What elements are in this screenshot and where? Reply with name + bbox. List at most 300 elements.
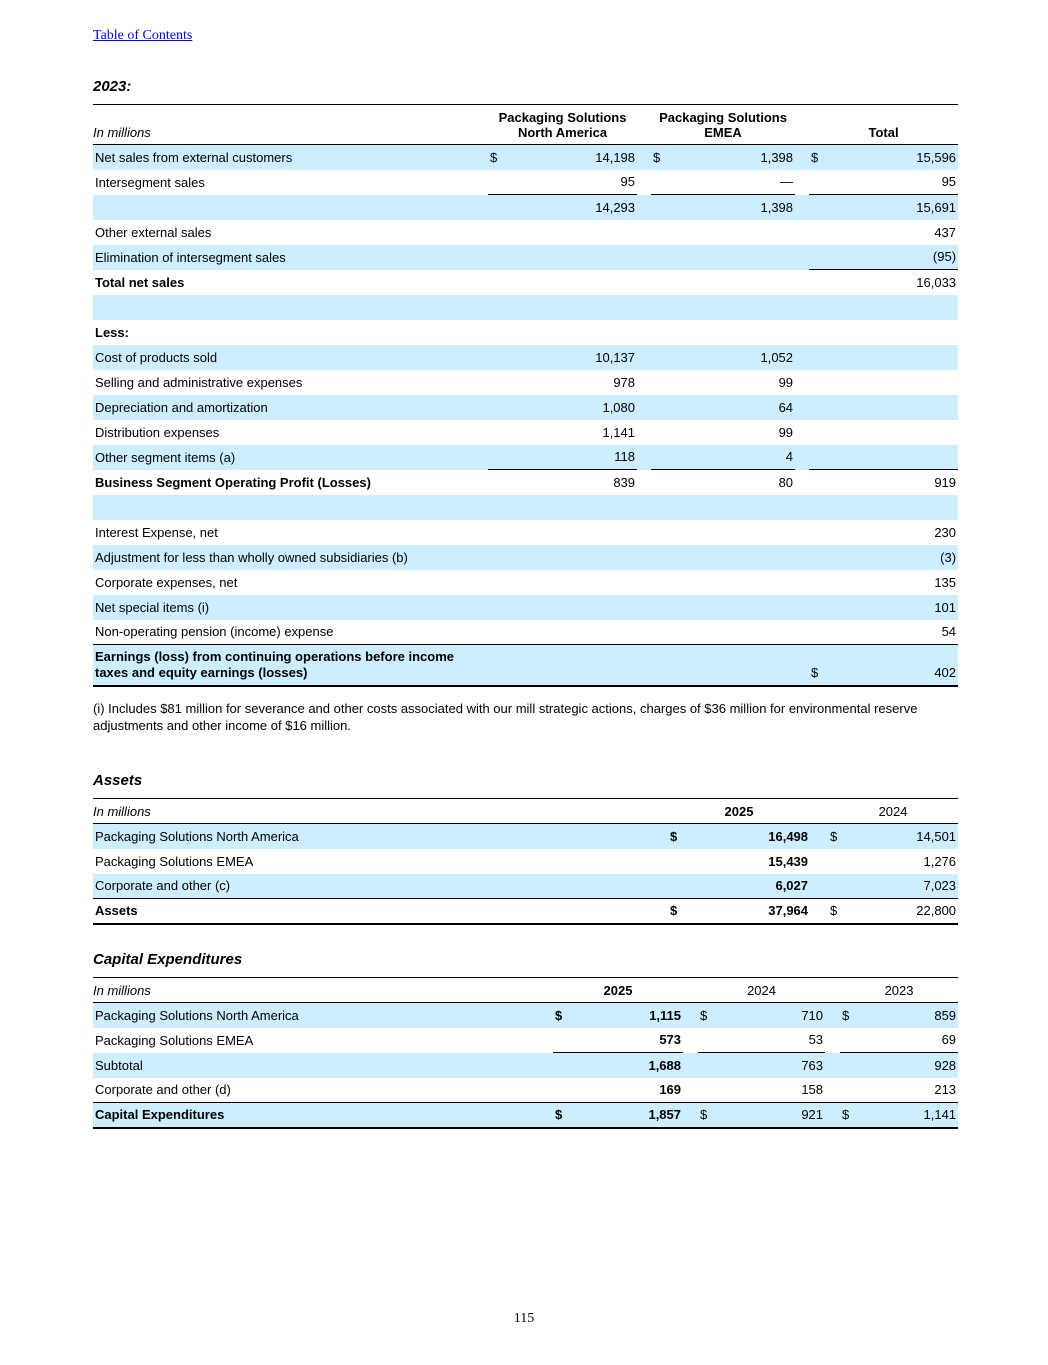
dollar-sign: $ — [809, 645, 831, 687]
value-na: 118 — [510, 445, 637, 470]
spacer — [795, 345, 809, 370]
dollar-sign — [809, 395, 831, 420]
assets-heading: Assets — [93, 772, 143, 789]
column-header-line: Total — [868, 125, 899, 140]
dollar-sign — [651, 295, 673, 320]
column-header-line: EMEA — [704, 125, 742, 140]
table-row — [93, 295, 958, 320]
spacer — [683, 1003, 698, 1028]
value-2023: 928 — [934, 1057, 957, 1073]
spacer — [683, 1053, 698, 1078]
table-row — [93, 220, 958, 245]
dollar-sign — [809, 320, 831, 345]
value-total: 919 — [934, 474, 957, 490]
row-label: Other external sales — [95, 224, 212, 240]
spacer — [795, 595, 809, 620]
value-emea — [673, 320, 795, 345]
spacer — [795, 495, 809, 520]
spacer — [825, 1003, 840, 1028]
dollar-sign — [698, 1053, 720, 1078]
value-emea — [673, 270, 795, 295]
value-emea — [673, 545, 795, 570]
dollar-sign — [488, 245, 510, 270]
spacer — [637, 145, 651, 170]
in-millions-label: In millions — [93, 799, 668, 824]
spacer — [637, 170, 651, 195]
spacer — [795, 645, 809, 687]
value-emea — [673, 220, 795, 245]
value-emea — [673, 570, 795, 595]
dollar-sign: $ — [668, 899, 690, 925]
spacer — [795, 295, 809, 320]
dollar-sign — [651, 245, 673, 270]
value-emea: 64 — [778, 399, 794, 415]
row-label: Business Segment Operating Profit (Losses) — [95, 474, 371, 490]
dollar-sign — [488, 495, 510, 520]
value-2025: 16,498 — [768, 828, 809, 844]
row-label: Cost of products sold — [95, 349, 218, 365]
spacer — [795, 195, 809, 220]
spacer — [637, 470, 651, 495]
spacer — [795, 170, 809, 195]
dollar-sign — [488, 620, 510, 645]
row-label: Depreciation and amortization — [95, 399, 268, 415]
value-2024: 7,023 — [923, 878, 957, 893]
dollar-sign: $ — [698, 1103, 720, 1129]
value-total: 15,691 — [916, 199, 957, 215]
dollar-sign — [651, 645, 673, 687]
spacer — [810, 874, 828, 899]
value-na: 14,293 — [595, 199, 636, 215]
spacer — [637, 220, 651, 245]
spacer — [795, 520, 809, 545]
dollar-sign: $ — [842, 1007, 850, 1023]
table-header-row — [93, 105, 958, 145]
spacer — [795, 545, 809, 570]
spacer — [637, 495, 651, 520]
row-label: Less: — [95, 324, 129, 340]
value-2024: 763 — [801, 1057, 824, 1073]
table-row — [93, 170, 958, 195]
dollar-sign — [488, 395, 510, 420]
value-total: 16,033 — [916, 274, 957, 290]
spacer — [795, 570, 809, 595]
value-na — [510, 570, 637, 595]
value-emea: 80 — [778, 474, 794, 490]
spacer — [795, 370, 809, 395]
value-emea — [673, 620, 795, 645]
spacer — [637, 345, 651, 370]
row-label: Capital Expenditures — [93, 1103, 553, 1129]
dollar-sign — [488, 370, 510, 395]
dollar-sign — [809, 470, 831, 495]
value-total — [831, 320, 958, 345]
spacer — [637, 595, 651, 620]
value-emea — [673, 645, 795, 687]
spacer — [810, 799, 828, 824]
row-label: Corporate and other (d) — [95, 1082, 231, 1097]
dollar-sign — [651, 270, 673, 295]
value-na: 95 — [510, 170, 637, 195]
table-row — [93, 145, 958, 170]
dollar-sign — [651, 620, 673, 645]
spacer — [637, 570, 651, 595]
value-total: (3) — [940, 549, 957, 565]
dollar-sign — [668, 849, 690, 874]
dollar-sign: $ — [553, 1103, 575, 1129]
column-header-packaging-emea — [651, 105, 795, 145]
table-row — [93, 420, 958, 445]
dollar-sign — [809, 420, 831, 445]
value-na: 14,198 — [595, 149, 636, 165]
dollar-sign — [651, 470, 673, 495]
value-2023: 859 — [934, 1007, 957, 1023]
dollar-sign — [809, 220, 831, 245]
table-row — [93, 545, 958, 570]
spacer — [637, 620, 651, 645]
value-emea: 99 — [778, 424, 794, 440]
dollar-sign: $ — [828, 899, 850, 925]
value-total — [831, 495, 958, 520]
dollar-sign — [809, 295, 831, 320]
value-emea — [673, 245, 795, 270]
value-total — [831, 445, 958, 470]
value-2025: 1,688 — [648, 1057, 682, 1073]
dollar-sign — [488, 420, 510, 445]
dollar-sign — [651, 220, 673, 245]
dollar-sign — [488, 270, 510, 295]
dollar-sign — [809, 245, 831, 270]
table-row — [93, 899, 958, 925]
value-na: 1,141 — [602, 424, 636, 440]
column-header-2025: 2025 — [668, 799, 810, 824]
value-na — [510, 520, 637, 545]
spacer — [825, 1053, 840, 1078]
spacer — [810, 899, 828, 925]
value-2025: 15,439 — [768, 853, 809, 869]
value-emea — [673, 495, 795, 520]
capital-expenditures-heading: Capital Expenditures — [93, 951, 243, 968]
table-row — [93, 824, 958, 849]
spacer — [795, 220, 809, 245]
spacer — [637, 370, 651, 395]
row-label: Corporate expenses, net — [95, 574, 238, 590]
spacer — [637, 645, 651, 687]
table-row — [93, 1103, 958, 1129]
table-row — [93, 570, 958, 595]
table-header-row — [93, 799, 958, 824]
dollar-sign — [651, 420, 673, 445]
dollar-sign: $ — [490, 149, 498, 165]
dollar-sign — [651, 545, 673, 570]
dollar-sign — [488, 345, 510, 370]
dollar-sign — [488, 220, 510, 245]
spacer — [795, 270, 809, 295]
row-label: Total net sales — [95, 274, 185, 290]
value-emea — [673, 520, 795, 545]
spacer — [637, 245, 651, 270]
table-row — [93, 195, 958, 220]
value-na: 1,080 — [602, 399, 636, 415]
dollar-sign — [488, 170, 510, 195]
value-na — [510, 270, 637, 295]
value-total — [831, 420, 958, 445]
value-2024: 158 — [801, 1082, 824, 1097]
dollar-sign — [809, 345, 831, 370]
dollar-sign — [488, 545, 510, 570]
spacer — [637, 105, 651, 145]
spacer — [810, 849, 828, 874]
spacer — [637, 295, 651, 320]
value-na — [510, 495, 637, 520]
dollar-sign — [651, 570, 673, 595]
table-row — [93, 245, 958, 270]
dollar-sign — [809, 270, 831, 295]
dollar-sign — [809, 195, 831, 220]
table-row — [93, 1028, 958, 1053]
spacer — [683, 978, 698, 1003]
spacer — [825, 1078, 840, 1103]
row-label: Packaging Solutions North America — [95, 1007, 299, 1023]
value-total — [831, 395, 958, 420]
spacer — [795, 245, 809, 270]
row-label — [93, 195, 488, 220]
dollar-sign — [488, 320, 510, 345]
dollar-sign — [488, 195, 510, 220]
table-row — [93, 370, 958, 395]
dollar-sign — [840, 1053, 862, 1078]
row-label: Packaging Solutions EMEA — [95, 1032, 254, 1048]
value-emea: 4 — [673, 445, 795, 470]
table-row — [93, 874, 958, 899]
dollar-sign — [828, 874, 850, 899]
year-2023-heading: 2023: — [93, 78, 132, 95]
value-total — [831, 370, 958, 395]
value-emea: 1,398 — [760, 149, 794, 165]
table-row — [93, 270, 958, 295]
dollar-sign — [828, 849, 850, 874]
page-number: 115 — [513, 1311, 535, 1326]
value-2023: 1,141 — [862, 1103, 958, 1129]
dollar-sign — [651, 395, 673, 420]
column-header-2024: 2024 — [828, 799, 958, 824]
value-2024: 14,501 — [916, 828, 957, 844]
row-label: Interest Expense, net — [95, 524, 218, 540]
footnote-i: (i) Includes $81 million for severance and other costs associated with our mill strategic actions, charges of $36 million for environmental reserve adjustments and other income of $16 million. — [93, 701, 918, 733]
table-row — [93, 645, 958, 687]
value-2025: 6,027 — [775, 878, 809, 893]
value-2024: 921 — [720, 1103, 825, 1129]
dollar-sign — [651, 370, 673, 395]
dollar-sign: $ — [670, 828, 678, 844]
row-label: Corporate and other (c) — [95, 878, 231, 893]
spacer — [795, 105, 809, 145]
table-row — [93, 1053, 958, 1078]
dollar-sign — [488, 570, 510, 595]
value-2024: 22,800 — [850, 899, 958, 925]
spacer — [825, 978, 840, 1003]
value-na: 10,137 — [595, 349, 636, 365]
dollar-sign: $ — [811, 149, 819, 165]
row-label: Assets — [93, 899, 668, 925]
row-label — [93, 295, 488, 320]
row-label: Intersegment sales — [95, 174, 205, 190]
value-total: 54 — [941, 624, 957, 639]
dollar-sign: $ — [840, 1103, 862, 1129]
value-total: 135 — [934, 574, 957, 590]
dollar-sign — [488, 595, 510, 620]
dollar-sign — [553, 1028, 575, 1053]
dollar-sign — [488, 445, 510, 470]
spacer — [825, 1103, 840, 1129]
row-label: Non-operating pension (income) expense — [95, 624, 334, 639]
row-label: Elimination of intersegment sales — [95, 249, 286, 265]
dollar-sign — [651, 520, 673, 545]
dollar-sign — [553, 1053, 575, 1078]
spacer — [795, 445, 809, 470]
value-total: 402 — [831, 645, 958, 687]
spacer — [637, 395, 651, 420]
value-na — [510, 595, 637, 620]
value-emea: 99 — [778, 374, 794, 390]
value-na — [510, 245, 637, 270]
dollar-sign — [553, 1078, 575, 1103]
value-total: 101 — [934, 599, 957, 615]
value-total: 230 — [934, 524, 957, 540]
assets-table — [93, 798, 958, 925]
dollar-sign — [698, 1078, 720, 1103]
value-2023: 213 — [934, 1082, 957, 1097]
table-row — [93, 849, 958, 874]
value-2025: 37,964 — [690, 899, 810, 925]
table-row — [93, 320, 958, 345]
table-row — [93, 520, 958, 545]
column-header-line: Packaging Solutions — [659, 110, 787, 125]
dollar-sign — [809, 495, 831, 520]
table-row — [93, 470, 958, 495]
value-total — [831, 345, 958, 370]
spacer — [637, 320, 651, 345]
value-na: 839 — [613, 474, 636, 490]
spacer — [637, 520, 651, 545]
table-row — [93, 595, 958, 620]
spacer — [683, 1103, 698, 1129]
column-header-packaging-na — [488, 105, 637, 145]
spacer — [637, 545, 651, 570]
value-2025: 169 — [659, 1082, 682, 1097]
value-2023: 69 — [862, 1028, 958, 1053]
dollar-sign — [488, 520, 510, 545]
dollar-sign — [809, 570, 831, 595]
spacer — [683, 1078, 698, 1103]
dollar-sign — [668, 874, 690, 899]
value-na — [510, 620, 637, 645]
dollar-sign — [488, 645, 510, 687]
spacer — [637, 420, 651, 445]
table-row — [93, 495, 958, 520]
dollar-sign — [809, 545, 831, 570]
row-label: Packaging Solutions North America — [95, 828, 299, 844]
row-label: Adjustment for less than wholly owned subsidiaries (b) — [95, 549, 408, 565]
dollar-sign — [488, 295, 510, 320]
spacer — [795, 320, 809, 345]
dollar-sign — [809, 620, 831, 645]
value-emea — [673, 595, 795, 620]
spacer — [637, 445, 651, 470]
value-emea: 1,052 — [760, 349, 794, 365]
value-total: 95 — [831, 170, 958, 195]
row-label: Other segment items (a) — [95, 449, 236, 465]
dollar-sign — [840, 1028, 862, 1053]
value-na: 978 — [613, 374, 636, 390]
dollar-sign — [651, 320, 673, 345]
spacer — [795, 420, 809, 445]
table-row — [93, 445, 958, 470]
spacer — [795, 470, 809, 495]
dollar-sign: $ — [700, 1007, 708, 1023]
table-row — [93, 1003, 958, 1028]
row-label — [93, 495, 488, 520]
value-2025: 1,857 — [575, 1103, 683, 1129]
dollar-sign — [651, 170, 673, 195]
spacer — [683, 1028, 698, 1053]
spacer — [637, 195, 651, 220]
value-emea — [673, 295, 795, 320]
table-header-row — [93, 978, 958, 1003]
row-label: Subtotal — [95, 1057, 143, 1073]
dollar-sign — [651, 595, 673, 620]
dollar-sign — [651, 445, 673, 470]
dollar-sign: $ — [653, 149, 661, 165]
value-emea: 1,398 — [760, 199, 794, 215]
row-label: Packaging Solutions EMEA — [95, 853, 254, 869]
column-header-2023: 2023 — [840, 978, 958, 1003]
dollar-sign — [488, 470, 510, 495]
spacer — [825, 1028, 840, 1053]
row-label: Distribution expenses — [95, 424, 220, 440]
value-na — [510, 220, 637, 245]
spacer — [810, 824, 828, 849]
value-total: (95) — [831, 245, 958, 270]
dollar-sign — [809, 170, 831, 195]
value-2025: 573 — [575, 1028, 683, 1053]
table-row — [93, 1078, 958, 1103]
value-total — [831, 295, 958, 320]
value-2024: 53 — [720, 1028, 825, 1053]
dollar-sign — [809, 370, 831, 395]
column-header-total — [809, 105, 958, 145]
value-na — [510, 545, 637, 570]
dollar-sign — [698, 1028, 720, 1053]
column-header-2025: 2025 — [553, 978, 683, 1003]
value-2024: 1,276 — [923, 853, 957, 869]
column-header-line: Packaging Solutions — [498, 110, 627, 125]
value-2025: 1,115 — [649, 1007, 682, 1023]
spacer — [795, 620, 809, 645]
dollar-sign — [651, 195, 673, 220]
spacer — [795, 145, 809, 170]
row-label: Net sales from external customers — [95, 149, 293, 165]
table-of-contents-link[interactable]: Table of Contents — [93, 28, 193, 43]
spacer — [795, 395, 809, 420]
segment-results-table-2023 — [93, 104, 958, 687]
column-header-line: North America — [517, 125, 608, 140]
dollar-sign — [651, 345, 673, 370]
spacer — [637, 270, 651, 295]
dollar-sign — [809, 595, 831, 620]
row-label: Earnings (loss) from continuing operations before income taxes and equity earnings (losses) — [93, 645, 488, 687]
value-na — [510, 645, 637, 687]
